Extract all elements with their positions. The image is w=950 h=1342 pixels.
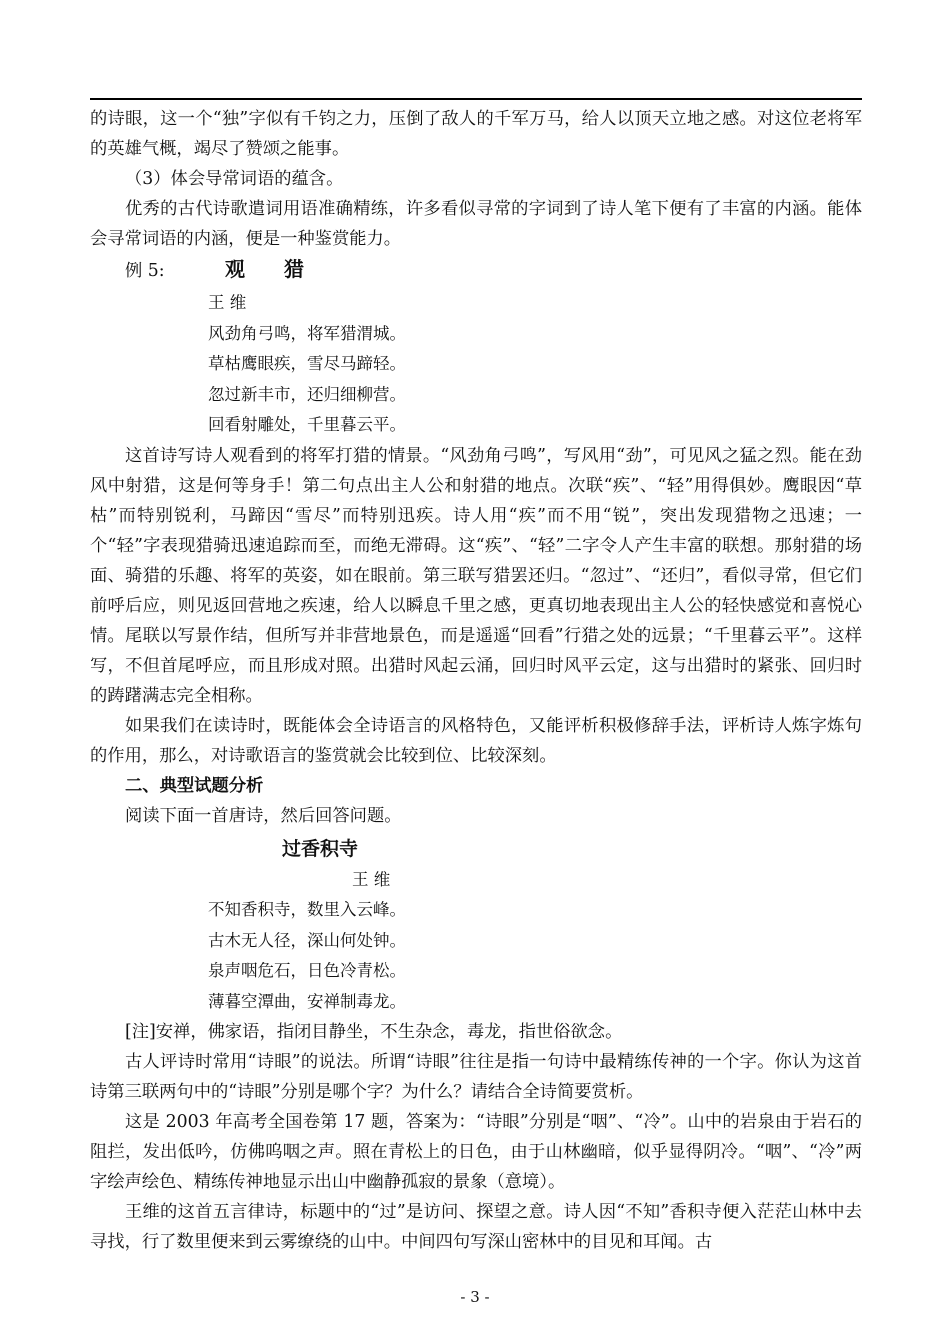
summary-paragraph: 如果我们在读诗时，既能体会全诗语言的风格特色，又能评析积极修辞手法，评析诗人炼字炼句的作用，那么，对诗歌语言的鉴赏就会比较到位、比较深刻。 bbox=[90, 715, 862, 766]
poem-line: 不知香积寺，数里入云峰。 bbox=[208, 900, 406, 919]
final-paragraph: 王维的这首五言律诗，标题中的“过”是访问、探望之意。诗人因“不知”香积寺便入茫茫山林中去寻找，行了数里便来到云雾缭绕的山中。中间四句写深山密林中的目见和耳闻。古 bbox=[90, 1202, 862, 1252]
example-label: 例 5: bbox=[125, 261, 165, 281]
poem-line: 古木无人径，深山何处钟。 bbox=[208, 930, 406, 950]
poem-line: 草枯鹰眼疾，雪尽马蹄轻。 bbox=[208, 354, 406, 373]
poem-line: 回看射雕处，千里暮云平。 bbox=[208, 415, 406, 434]
paragraph-intro: 优秀的古代诗歌遣词用语准确精练，许多看似寻常的字词到了诗人笔下便有了丰富的内涵。能体会寻常词语的内涵，便是一种鉴赏能力。 bbox=[90, 199, 862, 249]
question-paragraph: 古人评诗时常用“诗眼”的说法。所谓“诗眼”往往是指一句诗中最精练传神的一个字。你认为这首诗第三联两句中的“诗眼”分别是哪个字？为什么？请结合全诗简要赏析。 bbox=[90, 1052, 862, 1102]
poem-author: 王 维 bbox=[208, 293, 247, 312]
answer-paragraph: 这是 2003 年高考全国卷第 17 题，答案为：“诗眼”分别是“咽”、“冷”。山中的岩泉由于岩石的阻拦，发出低吟，仿佛呜咽之声。照在青松上的日色，由于山林幽暗，似乎显得阴冷。“咽”、“冷”两字绘声绘色、精练传神地显示出山中幽静孤寂的景象（意境）。 bbox=[90, 1112, 862, 1192]
poem-line: 薄暮空潭曲，安禅制毒龙。 bbox=[208, 991, 406, 1011]
subheading-3: （3）体会导常词语的蕴含。 bbox=[125, 169, 344, 189]
page-number: - 3 - bbox=[460, 1288, 490, 1306]
analysis-paragraph: 这首诗写诗人观看到的将军打猎的情景。“风劲角弓鸣”，写风用“劲”，可见风之猛之烈。能在劲风中射猎，这是何等身手！第二句点出主人公和射猎的地点。次联“疾”、“轻”用得俱妙。鹰眼因“草枯”而特别锐利，马蹄因“雪尽”而特别迅疾。诗人用“疾”而不用“锐”，突出发现猎物之迅速；一个“轻”字表现猎骑迅速追踪而至，而绝无滞碍。这“疾”、“轻”二字令人产生丰富的联想。那射猎的场面、骑猎的乐趣、将军的英姿，如在眼前。第三联写猎罢还归。“忽过”、“还归”，看似寻常，但它们前呼后应，则见返回营地之疾速，给人以瞬息千里之感，更真切地表现出主人公的轻快感觉和喜悦心情。尾联以写景作结，但所写并非营地景色，而是遥遥“回看”行猎之处的远景；“千里暮云平”。这样写，不但首尾呼应，而且形成对照。出猎时风起云涌，回归时风平云定，这与出猎时的紧张、回归时的踌躇满志完全相称。 bbox=[90, 445, 862, 706]
poem-line: 泉声咽危石，日色冷青松。 bbox=[208, 961, 406, 980]
paragraph-continuation: 的诗眼，这一个“独”字似有千钧之力，压倒了敌人的千军万马，给人以顶天立地之感。对这位老将军的英雄气概，竭尽了赞颂之能事。 bbox=[90, 109, 862, 159]
poem-line: 忽过新丰市，还归细柳营。 bbox=[208, 384, 406, 404]
header-rule bbox=[90, 98, 862, 100]
poem-line: 风劲角弓鸣，将军猎渭城。 bbox=[208, 323, 406, 343]
poem-note: [注]安禅，佛家语，指闭目静坐，不生杂念，毒龙，指世俗欲念。 bbox=[125, 1022, 623, 1042]
section-intro: 阅读下面一首唐诗，然后回答问题。 bbox=[125, 805, 402, 826]
section-heading: 二、典型试题分析 bbox=[125, 775, 264, 796]
poem-title-guanlie: 观 猎 bbox=[225, 257, 320, 281]
poem-title-xiangjisi: 过香积寺 bbox=[282, 837, 359, 860]
document-page bbox=[90, 104, 862, 1257]
poem-author: 王 维 bbox=[352, 869, 391, 889]
example-5-header bbox=[90, 254, 862, 288]
